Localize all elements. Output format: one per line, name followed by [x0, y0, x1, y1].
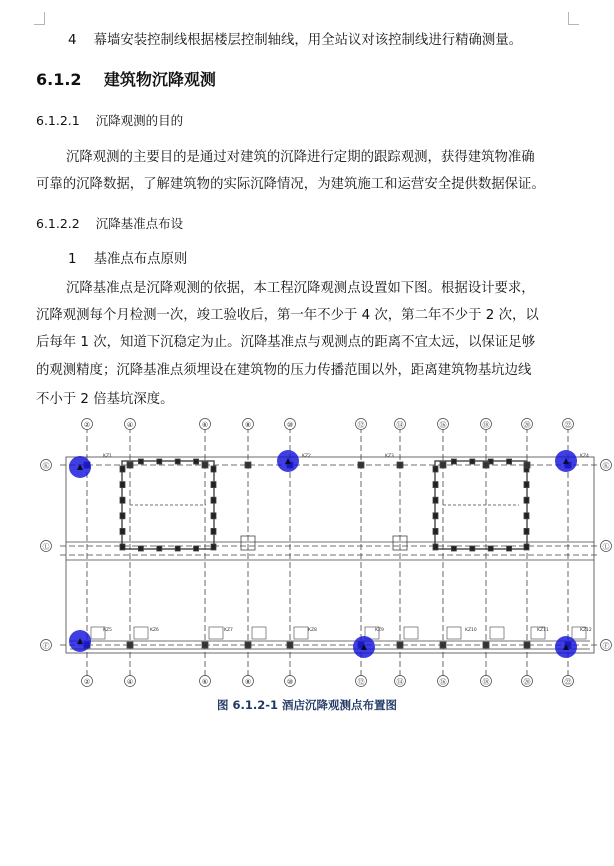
point-label: KZ11: [537, 628, 549, 633]
point-label: KZ5: [103, 628, 112, 633]
point-label: KZ3: [385, 454, 394, 459]
subsection-heading-1: [36, 111, 183, 129]
column-tag-box: [252, 627, 266, 639]
axis-label-bottom: ④: [126, 678, 134, 686]
list-text: 基准点布点原则: [93, 252, 188, 267]
column: [524, 497, 529, 503]
axis-label-top: ⑳: [523, 421, 531, 429]
column: [524, 544, 529, 550]
axis-label-top: ⑩: [286, 421, 294, 429]
paragraph-2-line-1: 沉降基准点是沉降观测的依据，本工程沉降观测点设置如下图。根据设计要求，: [66, 281, 535, 296]
column-tag-box: [294, 627, 308, 639]
column: [194, 546, 199, 551]
column: [194, 459, 199, 464]
column: [358, 462, 364, 468]
column: [120, 544, 125, 550]
settlement-plan-figure: [0, 415, 614, 695]
column-tag-box: [490, 627, 504, 639]
axis-label-bottom: ⑥: [201, 678, 209, 686]
axis-label-bottom: ⑩: [286, 678, 294, 686]
corner-mark-top-left: [34, 12, 45, 25]
section-heading: [36, 67, 216, 90]
column: [127, 462, 133, 468]
column: [211, 466, 216, 472]
column: [507, 459, 512, 464]
column: [120, 497, 125, 503]
axis-label-bottom: ⑭: [396, 678, 404, 686]
axis-label-bottom: ㉒: [564, 678, 572, 686]
column-tag-box: [447, 627, 461, 639]
column: [433, 497, 438, 503]
subsection-number: 6.1.2.2: [36, 216, 80, 231]
column: [120, 513, 125, 519]
column: [433, 466, 438, 472]
column: [524, 642, 530, 648]
corner-mark-top-right: [568, 12, 579, 25]
paragraph-2-line-2: 沉降观测每个月检测一次，竣工验收后，第一年不少于 4 次，第二年不少于 2 次，以: [36, 308, 539, 323]
column: [470, 459, 475, 464]
point-label: KZ2: [302, 454, 311, 459]
column: [245, 462, 251, 468]
axis-label-left: Ⓛ: [42, 543, 50, 551]
column: [440, 462, 446, 468]
column: [175, 546, 180, 551]
column: [451, 546, 456, 551]
column: [287, 642, 293, 648]
column: [483, 462, 489, 468]
list-number: 4: [68, 33, 77, 48]
paragraph-1-line-2: 可靠的沉降数据，了解建筑物的实际沉降情况，为建筑施工和运营安全提供数据保证。: [36, 177, 545, 192]
column: [433, 528, 438, 534]
point-label: KZ1: [103, 454, 112, 459]
axis-label-bottom: ②: [83, 678, 91, 686]
subsection-title: 沉降基准点布设: [95, 216, 184, 231]
point-label: KZ8: [308, 628, 317, 633]
list-item-4: [68, 31, 522, 51]
paragraph-1-line-1: 沉降观测的主要目的是通过对建筑的沉降进行定期的跟踪观测，获得建筑物准确: [66, 150, 535, 165]
column: [451, 459, 456, 464]
point-label: KZ12: [580, 628, 592, 633]
column: [524, 462, 530, 468]
column: [211, 497, 216, 503]
column: [524, 513, 529, 519]
column: [202, 462, 208, 468]
paragraph-2-line-3: 后每年 1 次，知道下沉稳定为止。沉降基准点与观测点的距离不宜太远，以保证足够: [36, 335, 536, 350]
section-title: 建筑物沉降观测: [103, 70, 216, 89]
column: [127, 642, 133, 648]
point-label: KZ6: [150, 628, 159, 633]
column: [120, 528, 125, 534]
axis-label-top: ④: [126, 421, 134, 429]
axis-label-right: Ⓛ: [602, 543, 610, 551]
list-text: 幕墙安装控制线根据楼层控制轴线，用全站议对该控制线进行精确测量。: [93, 33, 523, 48]
column: [157, 546, 162, 551]
paragraph-2-line-5: 不小于 2 倍基坑深度。: [36, 392, 174, 407]
axis-label-bottom: ⑱: [482, 678, 490, 686]
point-label: KZ10: [465, 628, 477, 633]
axis-label-top: ⑫: [357, 421, 365, 429]
axis-label-top: ⑯: [439, 421, 447, 429]
subsection-heading-2: [36, 214, 183, 232]
column: [507, 546, 512, 551]
axis-label-bottom: ⑧: [244, 678, 252, 686]
column: [138, 459, 143, 464]
axis-label-right: Ⓚ: [602, 462, 610, 470]
axis-label-top: ㉒: [564, 421, 572, 429]
axis-label-top: ⑭: [396, 421, 404, 429]
column: [524, 482, 529, 488]
axis-label-top: ⑧: [244, 421, 252, 429]
point-label: KZ7: [224, 628, 233, 633]
column: [120, 482, 125, 488]
column: [433, 544, 438, 550]
axis-label-bottom: ⑫: [357, 678, 365, 686]
list-item-1: [68, 250, 187, 270]
column-tag-box: [209, 627, 223, 639]
paragraph-2-line-4: 的观测精度；沉降基准点须埋设在建筑物的压力传播范围以外，距离建筑物基坑边线: [36, 363, 532, 378]
section-number: 6.1.2: [36, 70, 82, 89]
figure-caption: 图 6.1.2-1 酒店沉降观测点布置图: [216, 698, 398, 712]
column: [245, 642, 251, 648]
column: [397, 642, 403, 648]
column: [211, 482, 216, 488]
column: [483, 642, 489, 648]
subsection-number: 6.1.2.1: [36, 113, 80, 128]
column: [157, 459, 162, 464]
column: [120, 466, 125, 472]
axis-label-bottom: ⑳: [523, 678, 531, 686]
column: [488, 546, 493, 551]
column: [470, 546, 475, 551]
subsection-title: 沉降观测的目的: [95, 113, 184, 128]
column: [211, 513, 216, 519]
column: [175, 459, 180, 464]
column: [211, 528, 216, 534]
column-tag-box: [134, 627, 148, 639]
column: [433, 513, 438, 519]
axis-label-bottom: ⑯: [439, 678, 447, 686]
axis-label-left: Ⓚ: [42, 462, 50, 470]
list-number: 1: [68, 252, 77, 267]
column: [138, 546, 143, 551]
column: [202, 642, 208, 648]
column-tag-box: [404, 627, 418, 639]
point-label: KZ9: [375, 628, 384, 633]
column: [397, 462, 403, 468]
axis-label-left: Ⓕ: [42, 642, 50, 650]
axis-label-top: ⑥: [201, 421, 209, 429]
column: [524, 528, 529, 534]
axis-label-right: Ⓕ: [602, 642, 610, 650]
axis-label-top: ⑱: [482, 421, 490, 429]
column: [440, 642, 446, 648]
axis-label-top: ②: [83, 421, 91, 429]
column: [211, 544, 216, 550]
column: [433, 482, 438, 488]
point-label: KZ4: [580, 454, 589, 459]
